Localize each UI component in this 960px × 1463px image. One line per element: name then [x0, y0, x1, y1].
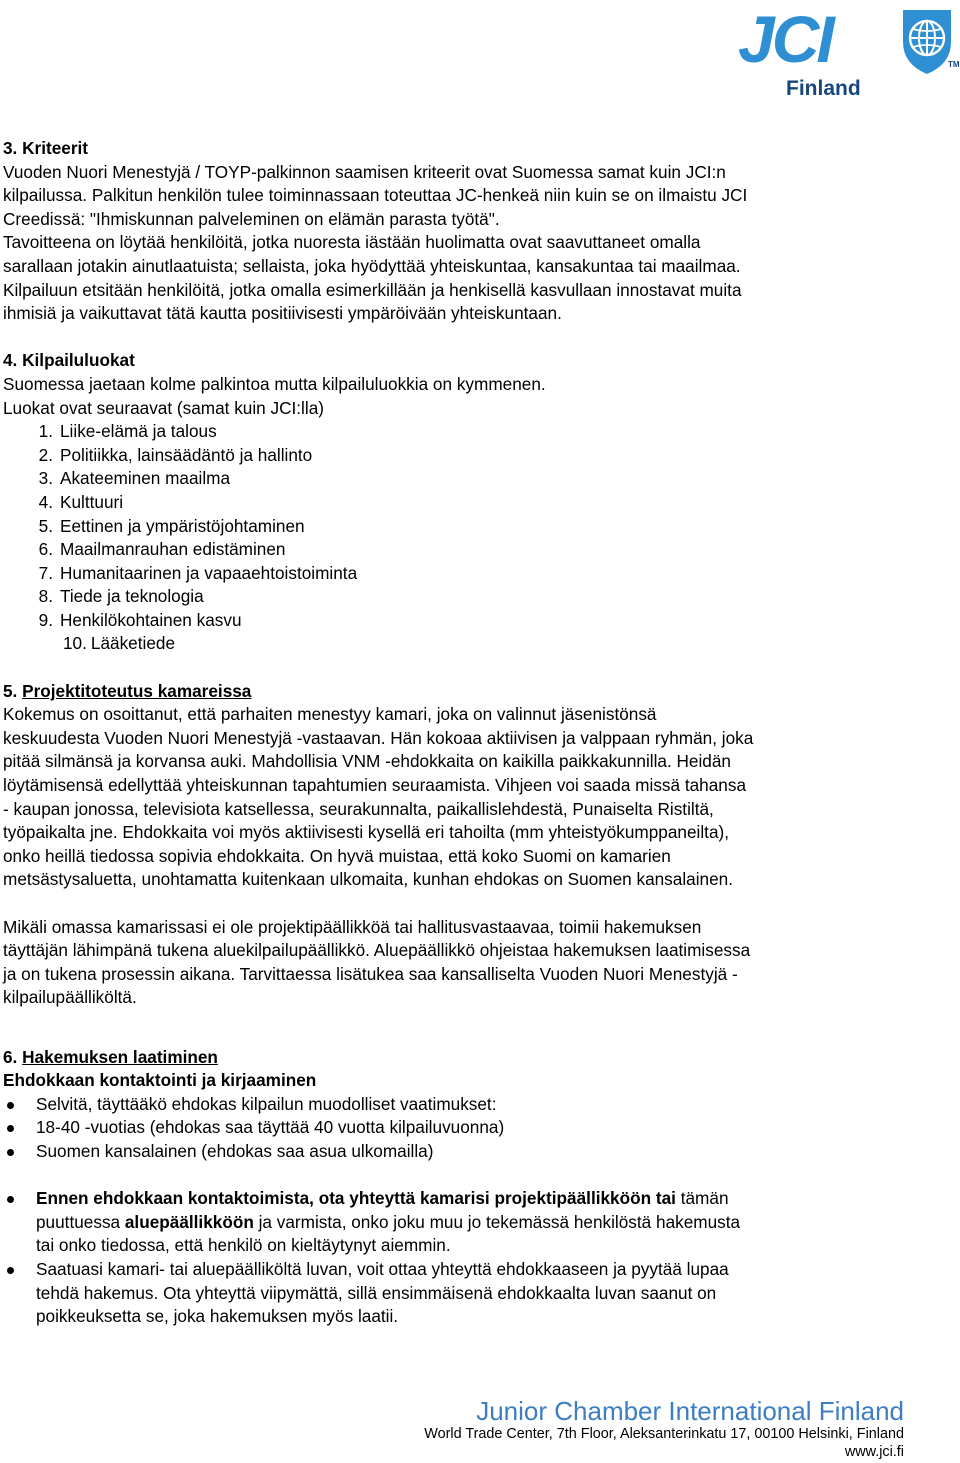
list-item: 4. Kulttuuri [38, 491, 124, 512]
section-5-line: keskuudesta Vuoden Nuori Menestyjä -vastaavan. Hän kokoaa aktiivisen ja valppaan ryhmän, joka [3, 727, 754, 748]
section-4-line: Suomessa jaetaan kolme palkintoa mutta kilpailuluokkia on kymmenen. [3, 373, 546, 394]
section-3-line: kilpailussa. Palkitun henkilön tulee toiminnassaan toteuttaa JC-henkeä niin kuin se on ilmaistu JCI [3, 185, 748, 206]
section-5-line: työpaikalta jne. Ehdokkaita voi myös aktiivisesti kysellä eri tahoilta (mm yhteistyökumppaneilta), [3, 822, 730, 843]
section-6-subheading: Ehdokkaan kontaktointi ja kirjaaminen [3, 1070, 317, 1091]
list-item: 18-40 -vuotias (ehdokas saa täyttää 40 vuotta kilpailuvuonna) [3, 1116, 943, 1140]
section-5-heading: 5. Projektitoteutus kamareissa [3, 680, 252, 701]
list-item: 1. Liike-elämä ja talous [38, 421, 217, 442]
list-item: 2. Politiikka, lainsäädäntö ja hallinto [38, 444, 313, 465]
list-item: Ennen ehdokkaan kontaktoimista, ota yhteyttä kamarisi projektipäällikköön tai tämän puuttuessa aluepäällikköön ja varmista, onko joku muu jo tekemässä henkilöstä hakemusta tai onko tiedossa, että henkilö on kieltäytynyt aiemmin. [3, 1187, 943, 1258]
jci-finland-logo [735, 2, 960, 100]
requirements-list [3, 1093, 943, 1164]
section-3-line: Vuoden Nuori Menestyjä / TOYP-palkinnon saamisen kriteerit ovat Suomessa samat kuin JCI:n [3, 161, 726, 182]
bullet-icon [7, 1102, 14, 1109]
bullet-icon [7, 1149, 14, 1156]
section-5-line: Mikäli omassa kamarissasi ei ole projektipäällikköä tai hallitusvastaavaa, toimii hakemuksen [3, 916, 702, 937]
section-5-line: täyttäjän lähimpänä tukena aluekilpailupäällikkö. Aluepäällikkö ohjeistaa hakemuksen laatimisessa [3, 940, 751, 961]
list-item: 10. Lääketiede [63, 633, 176, 654]
list-item: Suomen kansalainen (ehdokas saa asua ulkomailla) [3, 1140, 943, 1164]
section-5-line: Kokemus on osoittanut, että parhaiten menestyy kamari, joka on valinnut jäsenistönsä [3, 704, 657, 725]
section-3-heading: 3. Kriteerit [3, 138, 89, 158]
list-item: Saatuasi kamari- tai aluepäälliköltä luvan, voit ottaa yhteyttä ehdokkaaseen ja pyytää lupaa tehdä hakemus. Ota yhteyttä viipymättä, sillä ensimmäisenä ehdokkaalta luvan saanut on poikkeuksetta se, joka hakemuksen myös laatii. [3, 1258, 943, 1329]
section-5-line: kilpailupäälliköltä. [3, 987, 137, 1008]
section-5-line: - kaupan jonossa, televisiota katsellessa, seurakunnalta, paikallislehdestä, Punaiselta Ristiltä, [3, 798, 714, 819]
section-4-line: Luokat ovat seuraavat (samat kuin JCI:lla) [3, 397, 324, 418]
section-6-heading: 6. Hakemuksen laatiminen [3, 1046, 218, 1067]
section-3-line: Kilpailuun etsitään henkilöitä, jotka omalla esimerkillään ja henkisellä kasvullaan innostavat muita [3, 279, 742, 300]
section-3-line: Creedissä: "Ihmiskunnan palveleminen on elämän parasta työtä". [3, 208, 500, 229]
category-list [3, 420, 943, 656]
trademark-mark: TM [948, 60, 960, 69]
list-item: 6. Maailmanrauhan edistäminen [38, 539, 286, 560]
footer-website-link[interactable]: www.jci.fi [844, 1444, 904, 1460]
section-4-heading: 4. Kilpailuluokat [3, 350, 135, 371]
list-item: 9. Henkilökohtainen kasvu [38, 609, 242, 630]
footer-organization-name: Junior Chamber International Finland [476, 1396, 904, 1426]
list-item: 5. Eettinen ja ympäristöjohtaminen [38, 515, 305, 536]
bullet-icon [7, 1267, 14, 1274]
list-item: 8. Tiede ja teknologia [38, 586, 204, 607]
bullet-icon [7, 1125, 14, 1132]
section-5-line: löytämisensä edellyttää yhteiskunnan tapahtumien seuraamista. Vihjeen voi saada missä tahansa [3, 775, 747, 796]
list-item: Selvitä, täyttääkö ehdokas kilpailun muodolliset vaatimukset: [3, 1093, 943, 1117]
section-3-line: Tavoitteena on löytää henkilöitä, jotka nuoresta iästään huolimatta ovat saavuttaneet omalla [3, 232, 701, 253]
logo-finland-text: Finland [786, 77, 861, 100]
list-item: 3. Akateeminen maailma [38, 468, 231, 489]
section-5-line: onko heillä tiedossa sopivia ehdokkaita. On hyvä muistaa, että koko Suomi on kamarien [3, 845, 671, 866]
contact-steps-list [3, 1187, 943, 1329]
section-5-line: metsästysaluetta, unohtamatta kuitenkaan ulkomaita, kunhan ehdokas on Suomen kansalainen. [3, 869, 733, 890]
section-5-line: ja on tukena prosessin aikana. Tarvittaessa lisätukea saa kansalliselta Vuoden Nuori Menestyjä - [3, 963, 738, 984]
globe-shield-icon [899, 4, 955, 76]
section-3-line: sarallaan jotakin ainutlaatuista; sellaista, joka hyödyttää yhteiskuntaa, kansakuntaa tai maailmaa. [3, 255, 741, 276]
section-3-line: ihmisiä ja vaikuttavat tätä kautta positiivisesti ympäröivään yhteiskuntaan. [3, 303, 562, 324]
logo-jci-text: JCI [738, 2, 832, 76]
document-body [3, 137, 943, 1329]
list-item: 7. Humanitaarinen ja vapaaehtoistoiminta [38, 562, 358, 583]
footer-address: World Trade Center, 7th Floor, Aleksanterinkatu 17, 00100 Helsinki, Finland [424, 1426, 904, 1442]
section-5-line: pitää silmänsä ja korvansa auki. Mahdollisia VNM -ehdokkaita on kaikilla paikkakunnilla. Heidän [3, 751, 731, 772]
bullet-icon [7, 1196, 14, 1203]
